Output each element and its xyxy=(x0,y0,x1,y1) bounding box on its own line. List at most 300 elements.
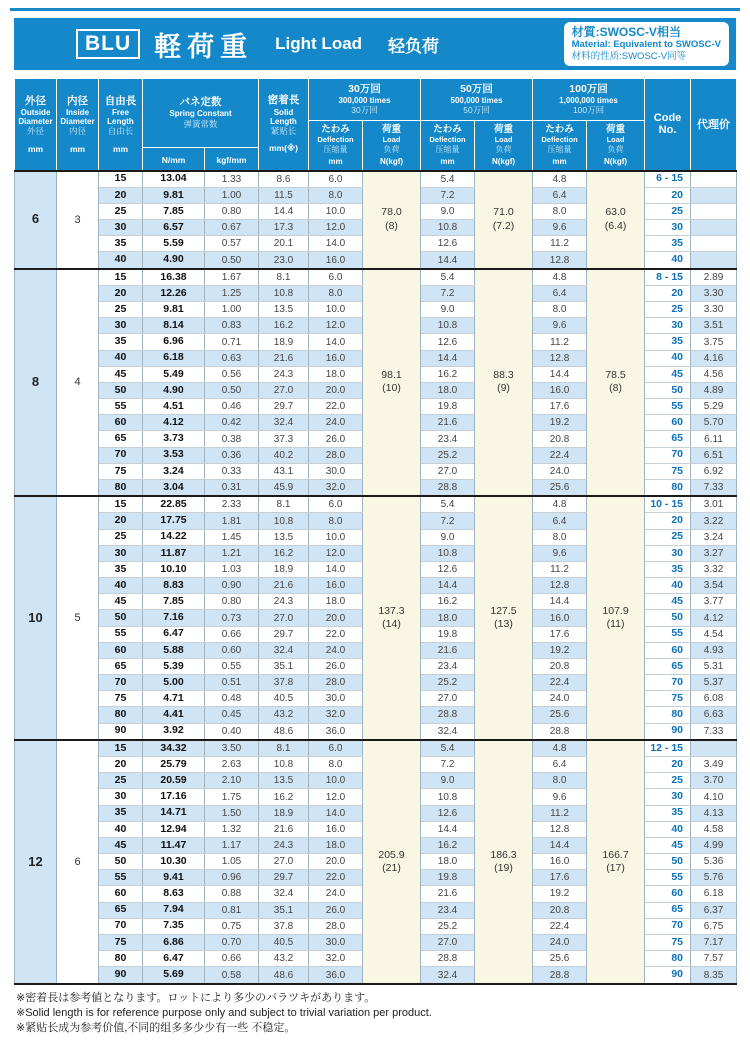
spring-constant-n-cell: 7.85 xyxy=(143,203,205,219)
deflection-300k-cell: 28.0 xyxy=(309,918,363,934)
deflection-500k-cell: 14.4 xyxy=(421,252,475,269)
deflection-1m-cell: 19.2 xyxy=(533,415,587,431)
spring-constant-n-cell: 7.94 xyxy=(143,902,205,918)
table-row xyxy=(15,171,737,188)
spring-constant-n-cell: 22.85 xyxy=(143,496,205,513)
deflection-300k-cell: 14.0 xyxy=(309,334,363,350)
deflection-1m-cell: 11.2 xyxy=(533,334,587,350)
spring-constant-kgf-cell: 1.17 xyxy=(205,837,259,853)
deflection-300k-cell: 8.0 xyxy=(309,513,363,529)
free-length-cell: 30 xyxy=(99,220,143,236)
spring-constant-kgf-cell: 1.75 xyxy=(205,789,259,805)
spring-constant-kgf-cell: 0.33 xyxy=(205,463,259,479)
spring-constant-n-cell: 6.18 xyxy=(143,350,205,366)
spring-constant-kgf-cell: 0.96 xyxy=(205,870,259,886)
code-no-cell: 70 xyxy=(645,447,691,463)
col-header-unit-kgfmm: kgf/mm xyxy=(205,148,259,171)
spring-constant-kgf-cell: 1.50 xyxy=(205,805,259,821)
deflection-1m-cell: 14.4 xyxy=(533,837,587,853)
price-cell: 6.51 xyxy=(691,447,737,463)
deflection-500k-cell: 10.8 xyxy=(421,545,475,561)
deflection-1m-cell: 22.4 xyxy=(533,447,587,463)
deflection-300k-cell: 8.0 xyxy=(309,286,363,302)
deflection-300k-cell: 6.0 xyxy=(309,496,363,513)
deflection-300k-cell: 16.0 xyxy=(309,252,363,269)
deflection-500k-cell: 28.8 xyxy=(421,479,475,496)
deflection-300k-cell: 16.0 xyxy=(309,578,363,594)
solid-length-cell: 21.6 xyxy=(259,821,309,837)
load-1m-cell: 63.0 (6.4) xyxy=(587,171,645,269)
price-cell: 5.76 xyxy=(691,870,737,886)
price-cell: 5.36 xyxy=(691,854,737,870)
deflection-500k-cell: 16.2 xyxy=(421,366,475,382)
price-cell xyxy=(691,203,737,219)
price-cell: 4.58 xyxy=(691,821,737,837)
deflection-500k-cell: 23.4 xyxy=(421,431,475,447)
col-header-deflection-300k: たわみ Deflection 压缩量 mm xyxy=(309,121,363,171)
spring-constant-n-cell: 5.59 xyxy=(143,236,205,252)
deflection-1m-cell: 25.6 xyxy=(533,950,587,966)
spring-constant-kgf-cell: 0.60 xyxy=(205,642,259,658)
spring-constant-n-cell: 11.87 xyxy=(143,545,205,561)
price-cell: 4.54 xyxy=(691,626,737,642)
id-cell: 5 xyxy=(57,496,99,740)
free-length-cell: 45 xyxy=(99,366,143,382)
col-header-deflection-1m: たわみ Deflection 压缩量 mm xyxy=(533,121,587,171)
deflection-500k-cell: 5.4 xyxy=(421,496,475,513)
spring-constant-kgf-cell: 1.05 xyxy=(205,854,259,870)
solid-length-cell: 35.1 xyxy=(259,902,309,918)
free-length-cell: 15 xyxy=(99,740,143,757)
code-no-cell: 90 xyxy=(645,723,691,740)
spring-constant-n-cell: 5.69 xyxy=(143,967,205,984)
spring-constant-kgf-cell: 0.66 xyxy=(205,626,259,642)
deflection-1m-cell: 4.8 xyxy=(533,740,587,757)
col-header-cycles-1m: 100万回 1,000,000 times 100万回 xyxy=(533,79,645,121)
deflection-500k-cell: 5.4 xyxy=(421,171,475,188)
free-length-cell: 25 xyxy=(99,203,143,219)
free-length-cell: 45 xyxy=(99,594,143,610)
deflection-500k-cell: 32.4 xyxy=(421,723,475,740)
deflection-300k-cell: 32.0 xyxy=(309,707,363,723)
spring-constant-n-cell: 20.59 xyxy=(143,773,205,789)
od-cell: 10 xyxy=(15,496,57,740)
deflection-500k-cell: 10.8 xyxy=(421,220,475,236)
free-length-cell: 80 xyxy=(99,707,143,723)
price-cell: 3.27 xyxy=(691,545,737,561)
solid-length-cell: 32.4 xyxy=(259,415,309,431)
spring-constant-n-cell: 3.73 xyxy=(143,431,205,447)
deflection-300k-cell: 36.0 xyxy=(309,723,363,740)
free-length-cell: 40 xyxy=(99,821,143,837)
deflection-300k-cell: 14.0 xyxy=(309,561,363,577)
col-header-solid-length: 密着長 Solid Length 紧贴长 mm(※) xyxy=(259,79,309,171)
price-cell: 4.12 xyxy=(691,610,737,626)
deflection-1m-cell: 25.6 xyxy=(533,707,587,723)
free-length-cell: 65 xyxy=(99,658,143,674)
code-no-cell: 40 xyxy=(645,252,691,269)
code-no-cell: 75 xyxy=(645,691,691,707)
free-length-cell: 40 xyxy=(99,350,143,366)
load-300k-cell: 78.0 (8) xyxy=(363,171,421,269)
deflection-300k-cell: 10.0 xyxy=(309,529,363,545)
deflection-1m-cell: 19.2 xyxy=(533,886,587,902)
deflection-500k-cell: 28.8 xyxy=(421,707,475,723)
spring-constant-kgf-cell: 0.80 xyxy=(205,594,259,610)
price-cell: 3.30 xyxy=(691,302,737,318)
code-no-cell: 60 xyxy=(645,415,691,431)
price-cell xyxy=(691,236,737,252)
price-cell xyxy=(691,220,737,236)
code-no-cell: 75 xyxy=(645,934,691,950)
footnote-en: ※Solid length is for reference purpose only and subject to trivial variation per product. xyxy=(16,1006,432,1019)
load-1m-cell: 78.5 (8) xyxy=(587,269,645,496)
price-cell: 6.37 xyxy=(691,902,737,918)
free-length-cell: 60 xyxy=(99,642,143,658)
col-header-load-1m: 荷重 Load 负荷 N(kgf) xyxy=(587,121,645,171)
spring-constant-n-cell: 3.53 xyxy=(143,447,205,463)
deflection-300k-cell: 12.0 xyxy=(309,220,363,236)
id-cell: 3 xyxy=(57,171,99,269)
page-title-en: Light Load xyxy=(275,34,363,53)
load-1m-cell: 166.7 (17) xyxy=(587,740,645,984)
solid-length-cell: 17.3 xyxy=(259,220,309,236)
spring-constant-n-cell: 12.26 xyxy=(143,286,205,302)
solid-length-cell: 8.1 xyxy=(259,496,309,513)
spring-constant-n-cell: 4.90 xyxy=(143,252,205,269)
deflection-500k-cell: 7.2 xyxy=(421,757,475,773)
deflection-500k-cell: 5.4 xyxy=(421,740,475,757)
spring-constant-kgf-cell: 0.88 xyxy=(205,886,259,902)
deflection-500k-cell: 32.4 xyxy=(421,967,475,984)
spring-constant-kgf-cell: 1.45 xyxy=(205,529,259,545)
free-length-cell: 70 xyxy=(99,918,143,934)
deflection-1m-cell: 4.8 xyxy=(533,171,587,188)
code-no-cell: 25 xyxy=(645,203,691,219)
deflection-1m-cell: 16.0 xyxy=(533,854,587,870)
deflection-300k-cell: 28.0 xyxy=(309,447,363,463)
code-no-cell: 40 xyxy=(645,350,691,366)
code-no-cell: 65 xyxy=(645,902,691,918)
deflection-500k-cell: 9.0 xyxy=(421,203,475,219)
free-length-cell: 15 xyxy=(99,171,143,188)
deflection-300k-cell: 12.0 xyxy=(309,318,363,334)
solid-length-cell: 13.5 xyxy=(259,529,309,545)
top-divider-rule xyxy=(10,8,740,11)
solid-length-cell: 24.3 xyxy=(259,837,309,853)
solid-length-cell: 43.2 xyxy=(259,707,309,723)
price-cell: 4.93 xyxy=(691,642,737,658)
load-500k-cell: 186.3 (19) xyxy=(475,740,533,984)
deflection-500k-cell: 7.2 xyxy=(421,286,475,302)
spring-constant-n-cell: 10.10 xyxy=(143,561,205,577)
spring-constant-kgf-cell: 0.51 xyxy=(205,675,259,691)
deflection-1m-cell: 12.8 xyxy=(533,821,587,837)
material-line-jp: 材質:SWOSC-V相当 xyxy=(571,25,681,40)
spring-constant-n-cell: 7.35 xyxy=(143,918,205,934)
deflection-500k-cell: 25.2 xyxy=(421,447,475,463)
deflection-500k-cell: 9.0 xyxy=(421,529,475,545)
deflection-1m-cell: 11.2 xyxy=(533,236,587,252)
code-no-cell: 55 xyxy=(645,870,691,886)
spring-constant-n-cell: 16.38 xyxy=(143,269,205,286)
spring-constant-kgf-cell: 0.73 xyxy=(205,610,259,626)
deflection-500k-cell: 18.0 xyxy=(421,382,475,398)
deflection-500k-cell: 25.2 xyxy=(421,918,475,934)
col-header-unit-nmm: N/mm xyxy=(143,148,205,171)
deflection-500k-cell: 27.0 xyxy=(421,934,475,950)
free-length-cell: 50 xyxy=(99,854,143,870)
spring-constant-n-cell: 14.71 xyxy=(143,805,205,821)
free-length-cell: 30 xyxy=(99,318,143,334)
spring-constant-kgf-cell: 3.50 xyxy=(205,740,259,757)
free-length-cell: 25 xyxy=(99,773,143,789)
deflection-1m-cell: 4.8 xyxy=(533,269,587,286)
free-length-cell: 35 xyxy=(99,805,143,821)
price-cell: 3.22 xyxy=(691,513,737,529)
solid-length-cell: 13.5 xyxy=(259,302,309,318)
free-length-cell: 20 xyxy=(99,513,143,529)
solid-length-cell: 37.8 xyxy=(259,675,309,691)
id-cell: 4 xyxy=(57,269,99,496)
deflection-300k-cell: 26.0 xyxy=(309,658,363,674)
price-cell: 3.01 xyxy=(691,496,737,513)
free-length-cell: 55 xyxy=(99,870,143,886)
solid-length-cell: 24.3 xyxy=(259,366,309,382)
footnotes xyxy=(16,991,432,1036)
solid-length-cell: 27.0 xyxy=(259,610,309,626)
deflection-300k-cell: 28.0 xyxy=(309,675,363,691)
id-cell: 6 xyxy=(57,740,99,984)
deflection-1m-cell: 24.0 xyxy=(533,463,587,479)
deflection-500k-cell: 25.2 xyxy=(421,675,475,691)
code-no-cell: 40 xyxy=(645,578,691,594)
deflection-500k-cell: 14.4 xyxy=(421,350,475,366)
deflection-500k-cell: 12.6 xyxy=(421,334,475,350)
title-band xyxy=(14,18,736,70)
spring-constant-kgf-cell: 0.66 xyxy=(205,950,259,966)
free-length-cell: 90 xyxy=(99,723,143,740)
solid-length-cell: 29.7 xyxy=(259,399,309,415)
deflection-1m-cell: 17.6 xyxy=(533,626,587,642)
spring-constant-n-cell: 3.92 xyxy=(143,723,205,740)
spring-spec-table xyxy=(14,78,736,985)
solid-length-cell: 18.9 xyxy=(259,805,309,821)
deflection-300k-cell: 30.0 xyxy=(309,691,363,707)
deflection-1m-cell: 20.8 xyxy=(533,658,587,674)
deflection-300k-cell: 14.0 xyxy=(309,805,363,821)
load-300k-cell: 98.1 (10) xyxy=(363,269,421,496)
code-no-cell: 50 xyxy=(645,610,691,626)
price-cell: 3.75 xyxy=(691,334,737,350)
spring-constant-kgf-cell: 0.90 xyxy=(205,578,259,594)
deflection-500k-cell: 10.8 xyxy=(421,318,475,334)
free-length-cell: 55 xyxy=(99,399,143,415)
deflection-500k-cell: 27.0 xyxy=(421,463,475,479)
deflection-1m-cell: 8.0 xyxy=(533,773,587,789)
deflection-1m-cell: 12.8 xyxy=(533,350,587,366)
col-header-free-length: 自由長 Free Length 自由长 mm xyxy=(99,79,143,171)
free-length-cell: 80 xyxy=(99,950,143,966)
code-no-cell: 45 xyxy=(645,366,691,382)
code-no-cell: 80 xyxy=(645,479,691,496)
deflection-300k-cell: 10.0 xyxy=(309,203,363,219)
load-1m-cell: 107.9 (11) xyxy=(587,496,645,740)
spring-constant-n-cell: 6.57 xyxy=(143,220,205,236)
deflection-1m-cell: 8.0 xyxy=(533,302,587,318)
deflection-500k-cell: 28.8 xyxy=(421,950,475,966)
deflection-1m-cell: 20.8 xyxy=(533,431,587,447)
deflection-300k-cell: 36.0 xyxy=(309,967,363,984)
code-no-cell: 55 xyxy=(645,399,691,415)
price-cell: 3.70 xyxy=(691,773,737,789)
col-header-code-no: Code No. xyxy=(645,79,691,171)
solid-length-cell: 11.5 xyxy=(259,187,309,203)
spring-constant-kgf-cell: 0.83 xyxy=(205,318,259,334)
solid-length-cell: 24.3 xyxy=(259,594,309,610)
deflection-1m-cell: 24.0 xyxy=(533,934,587,950)
free-length-cell: 25 xyxy=(99,529,143,545)
solid-length-cell: 40.2 xyxy=(259,447,309,463)
deflection-300k-cell: 20.0 xyxy=(309,382,363,398)
free-length-cell: 50 xyxy=(99,382,143,398)
deflection-1m-cell: 16.0 xyxy=(533,610,587,626)
solid-length-cell: 18.9 xyxy=(259,334,309,350)
deflection-300k-cell: 20.0 xyxy=(309,854,363,870)
code-no-cell: 50 xyxy=(645,382,691,398)
deflection-300k-cell: 26.0 xyxy=(309,902,363,918)
price-cell: 3.24 xyxy=(691,529,737,545)
deflection-1m-cell: 14.4 xyxy=(533,594,587,610)
solid-length-cell: 23.0 xyxy=(259,252,309,269)
deflection-300k-cell: 32.0 xyxy=(309,479,363,496)
deflection-1m-cell: 6.4 xyxy=(533,757,587,773)
spring-constant-kgf-cell: 0.36 xyxy=(205,447,259,463)
free-length-cell: 70 xyxy=(99,447,143,463)
price-cell: 3.32 xyxy=(691,561,737,577)
code-no-cell: 30 xyxy=(645,789,691,805)
free-length-cell: 35 xyxy=(99,334,143,350)
code-no-cell: 90 xyxy=(645,967,691,984)
table-row xyxy=(15,496,737,513)
deflection-500k-cell: 14.4 xyxy=(421,578,475,594)
spring-constant-n-cell: 5.00 xyxy=(143,675,205,691)
spring-constant-n-cell: 6.47 xyxy=(143,950,205,966)
solid-length-cell: 14.4 xyxy=(259,203,309,219)
deflection-500k-cell: 21.6 xyxy=(421,415,475,431)
spring-constant-n-cell: 5.49 xyxy=(143,366,205,382)
spring-constant-n-cell: 4.90 xyxy=(143,382,205,398)
spring-constant-kgf-cell: 0.56 xyxy=(205,366,259,382)
solid-length-cell: 18.9 xyxy=(259,561,309,577)
spring-constant-n-cell: 4.41 xyxy=(143,707,205,723)
price-cell: 3.49 xyxy=(691,757,737,773)
code-no-cell: 20 xyxy=(645,286,691,302)
spring-constant-n-cell: 9.81 xyxy=(143,187,205,203)
deflection-1m-cell: 14.4 xyxy=(533,366,587,382)
spring-constant-n-cell: 4.12 xyxy=(143,415,205,431)
load-300k-cell: 137.3 (14) xyxy=(363,496,421,740)
spring-constant-kgf-cell: 0.70 xyxy=(205,934,259,950)
solid-length-cell: 29.7 xyxy=(259,870,309,886)
deflection-300k-cell: 10.0 xyxy=(309,302,363,318)
col-header-deflection-500k: たわみ Deflection 压缩量 mm xyxy=(421,121,475,171)
solid-length-cell: 20.1 xyxy=(259,236,309,252)
free-length-cell: 20 xyxy=(99,286,143,302)
price-cell: 4.13 xyxy=(691,805,737,821)
free-length-cell: 15 xyxy=(99,496,143,513)
code-no-cell: 70 xyxy=(645,675,691,691)
solid-length-cell: 27.0 xyxy=(259,382,309,398)
code-no-cell: 35 xyxy=(645,561,691,577)
deflection-1m-cell: 4.8 xyxy=(533,496,587,513)
code-no-cell: 35 xyxy=(645,805,691,821)
deflection-300k-cell: 24.0 xyxy=(309,886,363,902)
spring-constant-n-cell: 5.39 xyxy=(143,658,205,674)
spring-constant-kgf-cell: 1.25 xyxy=(205,286,259,302)
code-no-cell: 45 xyxy=(645,837,691,853)
spring-constant-kgf-cell: 0.42 xyxy=(205,415,259,431)
free-length-cell: 15 xyxy=(99,269,143,286)
spring-constant-kgf-cell: 0.80 xyxy=(205,203,259,219)
spring-constant-n-cell: 8.83 xyxy=(143,578,205,594)
price-cell: 7.33 xyxy=(691,479,737,496)
deflection-300k-cell: 14.0 xyxy=(309,236,363,252)
deflection-1m-cell: 12.8 xyxy=(533,252,587,269)
free-length-cell: 30 xyxy=(99,789,143,805)
price-cell: 6.63 xyxy=(691,707,737,723)
spring-constant-n-cell: 7.85 xyxy=(143,594,205,610)
spring-constant-kgf-cell: 0.75 xyxy=(205,918,259,934)
deflection-500k-cell: 5.4 xyxy=(421,269,475,286)
load-500k-cell: 71.0 (7.2) xyxy=(475,171,533,269)
spring-constant-kgf-cell: 0.58 xyxy=(205,967,259,984)
material-line-cn: 材料的性质:SWOSC-V同等 xyxy=(571,50,687,62)
free-length-cell: 25 xyxy=(99,302,143,318)
spring-constant-n-cell: 17.75 xyxy=(143,513,205,529)
solid-length-cell: 32.4 xyxy=(259,886,309,902)
code-no-cell: 25 xyxy=(645,529,691,545)
deflection-300k-cell: 8.0 xyxy=(309,187,363,203)
col-header-id: 内径 Inside Diameter 内径 mm xyxy=(57,79,99,171)
deflection-500k-cell: 16.2 xyxy=(421,594,475,610)
solid-length-cell: 40.5 xyxy=(259,934,309,950)
deflection-500k-cell: 14.4 xyxy=(421,821,475,837)
deflection-1m-cell: 9.6 xyxy=(533,318,587,334)
free-length-cell: 20 xyxy=(99,757,143,773)
deflection-300k-cell: 30.0 xyxy=(309,463,363,479)
price-cell: 4.10 xyxy=(691,789,737,805)
free-length-cell: 70 xyxy=(99,675,143,691)
solid-length-cell: 43.1 xyxy=(259,463,309,479)
free-length-cell: 55 xyxy=(99,626,143,642)
spring-constant-kgf-cell: 1.33 xyxy=(205,171,259,188)
load-500k-cell: 88.3 (9) xyxy=(475,269,533,496)
code-no-cell: 40 xyxy=(645,821,691,837)
deflection-500k-cell: 12.6 xyxy=(421,561,475,577)
price-cell: 2.89 xyxy=(691,269,737,286)
spring-constant-kgf-cell: 0.67 xyxy=(205,220,259,236)
free-length-cell: 90 xyxy=(99,967,143,984)
deflection-300k-cell: 12.0 xyxy=(309,789,363,805)
code-no-cell: 30 xyxy=(645,545,691,561)
deflection-1m-cell: 17.6 xyxy=(533,399,587,415)
code-no-cell: 45 xyxy=(645,594,691,610)
col-header-price: 代理价 xyxy=(691,79,737,171)
code-no-cell: 30 xyxy=(645,220,691,236)
deflection-1m-cell: 24.0 xyxy=(533,691,587,707)
deflection-500k-cell: 23.4 xyxy=(421,658,475,674)
